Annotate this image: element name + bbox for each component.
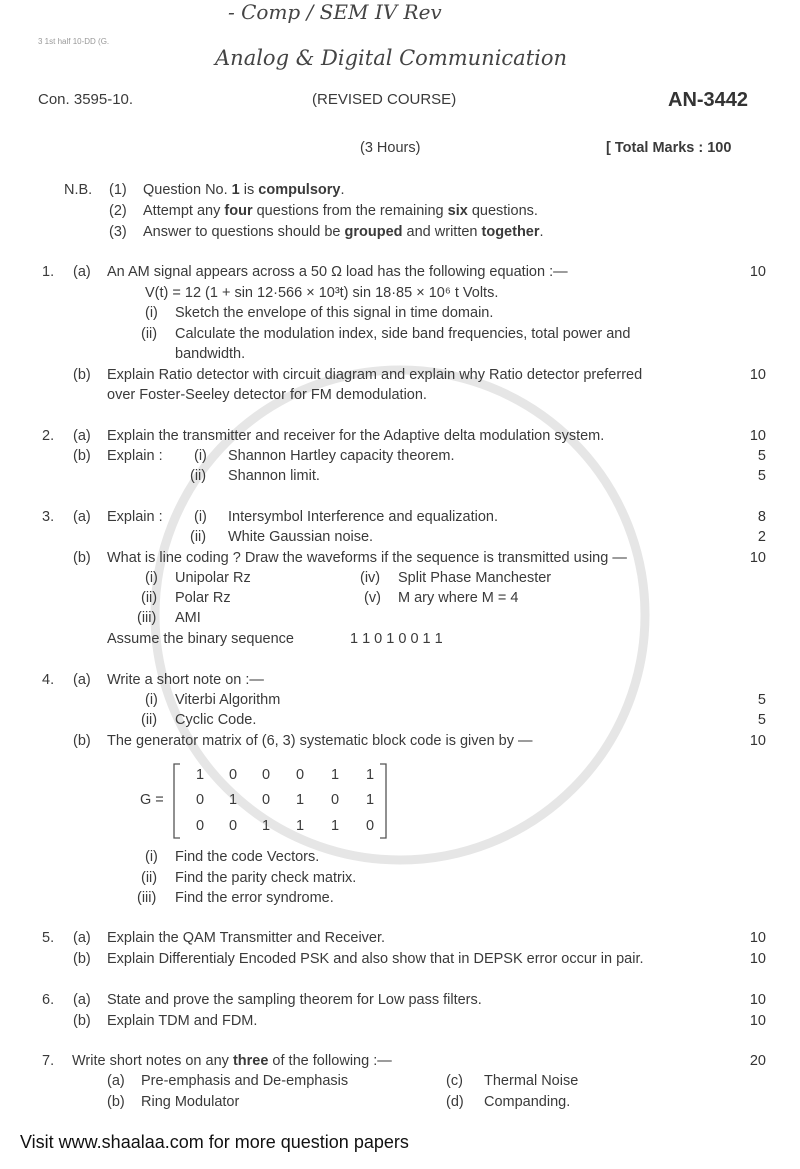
sub-label: (ii) (141, 712, 158, 728)
course-type: (REVISED COURSE) (312, 91, 457, 108)
matrix-cell: 0 (228, 818, 238, 834)
marks: 10 (749, 930, 766, 946)
question-number: 3. (42, 509, 55, 525)
question-number: 1. (42, 264, 55, 280)
marks: 20 (749, 1053, 766, 1069)
matrix-cell: 0 (228, 767, 238, 783)
sub-label: (i) (194, 509, 207, 525)
part-label: (b) (73, 1013, 91, 1029)
marks: 10 (749, 367, 766, 383)
matrix-cell: 0 (330, 792, 340, 808)
sub-label: (i) (194, 448, 207, 464)
sub-label: (a) (107, 1073, 125, 1089)
matrix-cell: 1 (330, 767, 340, 783)
nb-instruction: Answer to questions should be grouped and written together. (143, 224, 544, 240)
option-text: Ring Modulator (141, 1094, 240, 1110)
question-text: The generator matrix of (6, 3) systematic block code is given by — (107, 733, 533, 749)
option-text: Polar Rz (175, 590, 231, 606)
question-text: White Gaussian noise. (228, 529, 374, 545)
marks: 8 (757, 509, 766, 525)
question-text: Intersymbol Interference and equalization. (228, 509, 499, 525)
question-text: Shannon Hartley capacity theorem. (228, 448, 455, 464)
handwritten-subject: Analog & Digital Communication (215, 46, 568, 70)
marks: 5 (757, 468, 766, 484)
question-number: 5. (42, 930, 55, 946)
question-text: What is line coding ? Draw the waveforms if the sequence is transmitted using — (107, 550, 627, 566)
sub-label: (ii) (190, 529, 207, 545)
question-number: 2. (42, 428, 55, 444)
question-text: Calculate the modulation index, side band frequencies, total power and (175, 326, 631, 342)
nb-instruction: Question No. 1 is compulsory. (143, 182, 345, 198)
matrix-cell: 1 (365, 767, 375, 783)
sub-label: (i) (145, 692, 158, 708)
paper-id: AN-3442 (668, 89, 749, 111)
part-label: (a) (73, 509, 91, 525)
matrix-cell: 1 (195, 767, 205, 783)
question-text: bandwidth. (175, 346, 246, 362)
matrix-cell: 0 (261, 767, 271, 783)
sub-label: (b) (107, 1094, 125, 1110)
question-text: Viterbi Algorithm (175, 692, 281, 708)
marks: 10 (749, 550, 766, 566)
question-text: Find the code Vectors. (175, 849, 320, 865)
question-text: An AM signal appears across a 50 Ω load has the following equation :— (107, 264, 568, 280)
question-text: Explain the QAM Transmitter and Receiver. (107, 930, 386, 946)
nb-label: N.B. (64, 182, 93, 198)
marks: 5 (757, 712, 766, 728)
question-text: Explain TDM and FDM. (107, 1013, 258, 1029)
sub-label: (c) (446, 1073, 463, 1089)
question-text: over Foster-Seeley detector for FM demodulation. (107, 387, 427, 403)
option-text: Unipolar Rz (175, 570, 251, 586)
part-label: (a) (73, 992, 91, 1008)
part-label: (b) (73, 733, 91, 749)
question-text: Explain : (107, 509, 163, 525)
matrix-cell: 0 (261, 792, 271, 808)
question-text: Sketch the envelope of this signal in time domain. (175, 305, 494, 321)
sub-label: (i) (145, 305, 158, 321)
sub-label: (ii) (141, 326, 158, 342)
marks: 5 (757, 448, 766, 464)
question-text: Cyclic Code. (175, 712, 257, 728)
question-text: Write a short note on :— (107, 672, 264, 688)
equation: V(t) = 12 (1 + sin 12·566 × 10³t) sin 18·85 × 10⁶ t Volts. (145, 285, 499, 301)
footer-link[interactable]: Visit www.shaalaa.com for more question papers (20, 1132, 409, 1152)
sub-label: (ii) (141, 590, 158, 606)
matrix-cell: 1 (295, 792, 305, 808)
duration: (3 Hours) (360, 140, 421, 156)
question-text: Explain Ratio detector with circuit diagram and explain why Ratio detector preferred (107, 367, 643, 383)
question-text: Explain the transmitter and receiver for the Adaptive delta modulation system. (107, 428, 605, 444)
option-text: M ary where M = 4 (398, 590, 519, 606)
sub-label: (i) (145, 849, 158, 865)
sub-label: (v) (364, 590, 381, 606)
question-text: Write short notes on any three of the following :— (72, 1053, 392, 1069)
option-text: Thermal Noise (484, 1073, 579, 1089)
marks: 10 (749, 733, 766, 749)
nb-num: (3) (109, 224, 127, 240)
marks: 10 (749, 264, 766, 280)
part-label: (a) (73, 672, 91, 688)
matrix-cell: 1 (261, 818, 271, 834)
part-label: (b) (73, 550, 91, 566)
question-text: Assume the binary sequence (107, 631, 294, 647)
part-label: (b) (73, 448, 91, 464)
matrix-cell: 1 (295, 818, 305, 834)
total-marks: [ Total Marks : 100 (606, 140, 732, 156)
matrix-cell: 0 (195, 818, 205, 834)
question-text: Explain Differentialy Encoded PSK and also show that in DEPSK error occur in pair. (107, 951, 644, 967)
matrix-cell: 0 (195, 792, 205, 808)
part-label: (b) (73, 367, 91, 383)
matrix-label: G = (140, 792, 164, 808)
marks: 10 (749, 951, 766, 967)
nb-num: (1) (109, 182, 127, 198)
sub-label: (ii) (141, 870, 158, 886)
marks: 10 (749, 1013, 766, 1029)
question-text: Find the parity check matrix. (175, 870, 357, 886)
part-label: (a) (73, 428, 91, 444)
sub-label: (iii) (137, 890, 157, 906)
sub-label: (i) (145, 570, 158, 586)
option-text: AMI (175, 610, 201, 626)
marks: 5 (757, 692, 766, 708)
question-text: Shannon limit. (228, 468, 320, 484)
matrix-cell: 1 (228, 792, 238, 808)
paper-code: Con. 3595-10. (38, 91, 134, 108)
question-text: State and prove the sampling theorem for Low pass filters. (107, 992, 482, 1008)
question-text: Explain : (107, 448, 163, 464)
question-number: 6. (42, 992, 55, 1008)
question-text: Find the error syndrome. (175, 890, 334, 906)
question-number: 7. (42, 1053, 55, 1069)
marks: 10 (749, 992, 766, 1008)
part-label: (a) (73, 930, 91, 946)
nb-instruction: Attempt any four questions from the remaining six questions. (143, 203, 538, 219)
option-text: Companding. (484, 1094, 571, 1110)
tiny-note: 3 1st half 10-DD (G. (38, 37, 110, 46)
nb-num: (2) (109, 203, 127, 219)
option-text: Split Phase Manchester (398, 570, 552, 586)
matrix-cell: 1 (365, 792, 375, 808)
matrix-cell: 0 (365, 818, 375, 834)
sub-label: (iii) (137, 610, 157, 626)
sub-label: (iv) (360, 570, 381, 586)
part-label: (b) (73, 951, 91, 967)
matrix-cell: 0 (295, 767, 305, 783)
option-text: Pre-emphasis and De-emphasis (141, 1073, 349, 1089)
question-number: 4. (42, 672, 55, 688)
marks: 10 (749, 428, 766, 444)
binary-sequence: 1 1 0 1 0 0 1 1 (350, 631, 443, 647)
sub-label: (ii) (190, 468, 207, 484)
handwritten-note: - Comp / SEM IV Rev (228, 0, 442, 24)
sub-label: (d) (446, 1094, 464, 1110)
part-label: (a) (73, 264, 91, 280)
matrix-cell: 1 (330, 818, 340, 834)
marks: 2 (757, 529, 766, 545)
